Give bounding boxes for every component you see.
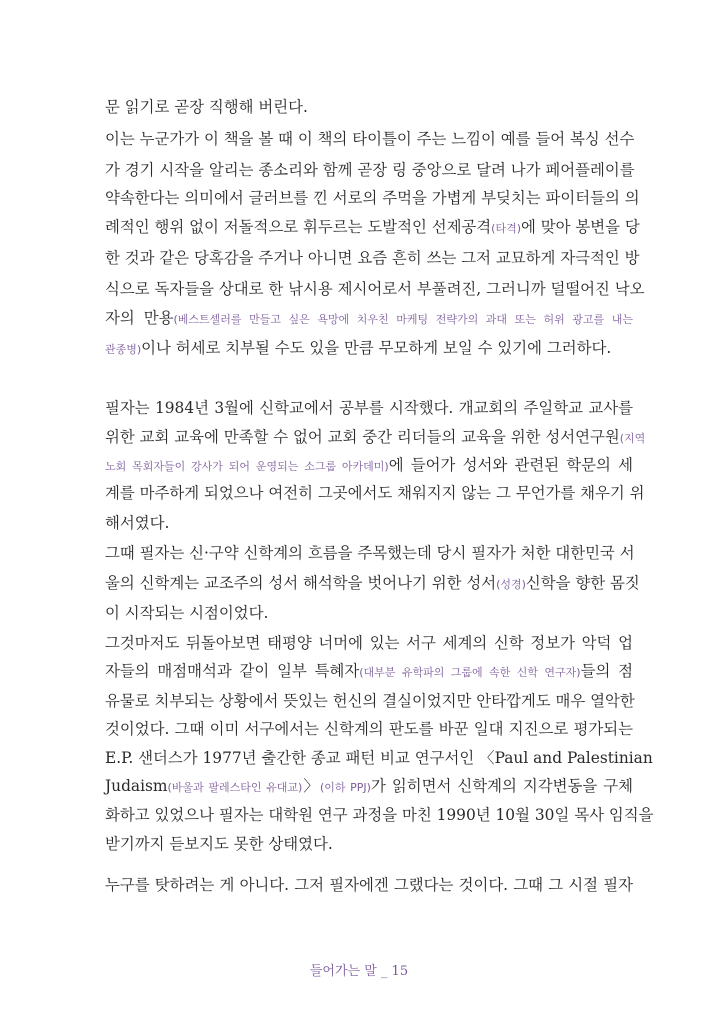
body-text-segment: 약속한다는 의미에서 글러브를 낀 서로의 주먹을 가볍게 부딪치는 파이터들의 의 [105,189,640,207]
body-text-segment: 들의 점 [580,662,633,680]
annotation-text: 관종병) [105,343,142,356]
text-line [105,185,640,211]
text-line [105,395,633,421]
body-text-segment: 가 읽히면서 신학계의 지각변동을 구체 [370,777,633,795]
text-line [105,716,633,742]
body-text-segment: 에 맞아 봉변을 당 [521,218,640,236]
body-text-segment: 이는 누군가가 이 책을 볼 때 이 책의 타이틀이 주는 느낌이 예를 들어 복싱 선수 [105,130,635,148]
body-text-segment: 누구를 탓하려는 게 아니다. 그저 필자에겐 그랬다는 것이다. 그때 그 시절 필자 [105,876,633,894]
annotation-text: 노회 목회자들이 강사가 되어 운영되는 소그룹 아카데미) [105,460,389,473]
annotation-text: (지역 [619,432,646,445]
body-text-segment: 그때 필자는 신·구약 신학계의 흐름을 주목했는데 당시 필자가 처한 대한민국 서 [105,544,635,562]
text-line [105,872,633,898]
body-text-segment: 가 경기 시작을 알리는 종소리와 함께 곧장 링 중앙으로 달려 나가 페어플레이를 [105,161,635,179]
text-line [105,214,640,240]
body-text-segment: 필자는 1984년 3월에 신학교에서 공부를 시작했다. 개교회의 주일학교 교사를 [105,399,633,417]
body-text-segment: 신학을 향한 몸짓 [525,574,640,592]
text-line [105,831,633,857]
body-text-segment: 해서였다. [105,514,170,532]
body-text-segment: 자의 만용 [105,309,174,327]
body-text-segment: 자들의 매점매석과 같이 일부 특혜자 [105,662,360,680]
body-text-segment: 계를 마주하게 되었으나 여전히 그곳에서도 채워지지 않는 그 무언가를 채우기 위 [105,484,645,502]
text-line [105,480,645,506]
text-line [105,658,633,684]
text-line [105,510,633,536]
text-line [105,94,633,120]
text-line [105,688,633,714]
text-line [105,126,633,152]
text-line [105,745,653,771]
body-text-segment: 위한 교회 교육에 만족할 수 없어 교회 중간 리더들의 교육을 위한 성서연구원 [105,428,620,446]
body-text-segment: 한 것과 같은 당혹감을 주거나 아니면 요즘 흔히 쓰는 그저 교묘하게 자극적인 방 [105,249,640,267]
text-line [105,452,633,478]
text-line [105,157,633,183]
text-line [105,305,633,331]
text-line [105,570,640,596]
annotation-text: (베스트셀러를 만들고 싶은 욕망에 치우친 마케팅 전략가의 과대 또는 허위 광고를 내는 [173,313,633,326]
page-footer: 들어가는 말 _ 15 [309,964,409,979]
text-line [105,335,633,361]
text-line [105,276,645,302]
body-text-segment: E.P. 샌더스가 1977년 출간한 종교 패턴 비교 연구서인 〈Paul and Palestinian [105,749,653,767]
body-text-segment: 유물로 치부되는 상황에서 뜻있는 헌신의 결실이었지만 안타깝게도 매우 열악한 [105,692,635,710]
text-line [105,630,633,656]
body-text-segment: Judaism [105,777,168,795]
body-text-segment: 이나 허세로 치부될 수도 있을 만큼 무모하게 보일 수 있기에 그러하다. [141,339,612,357]
body-text-segment: 에 들어가 성서와 관련된 학문의 세 [388,456,633,474]
body-text-segment: 화하고 있었으나 필자는 대학원 연구 과정을 마친 1990년 10월 30일 목사 임직을 [105,806,654,824]
text-line [105,424,646,450]
annotation-text: (대부분 유학파의 그룹에 속한 신학 연구자) [359,666,581,679]
body-text-segment: 례적인 행위 없이 저돌적으로 휘두르는 도발적인 선제공격 [105,218,492,236]
body-text-segment: 〉 [302,777,320,795]
body-text-segment: 울의 신학계는 교조주의 성서 해석학을 벗어나기 위한 성서 [105,574,497,592]
text-line [105,540,633,566]
body-text-segment: 식으로 독자들을 상대로 한 낚시용 제시어로서 부풀려진, 그러니까 덜떨어진 낙오 [105,280,645,298]
annotation-text: (성경) [496,578,526,591]
body-text-segment: 문 읽기로 곧장 직행해 버린다. [105,98,308,116]
body-text-segment: 것이었다. 그때 이미 서구에서는 신학계의 판도를 바꾼 일대 지진으로 평가되는 [105,720,633,738]
annotation-text: (타격) [491,222,522,235]
text-line [105,802,654,828]
text-line [105,600,633,626]
text-line [105,773,633,799]
body-text-segment: 그것마저도 뒤돌아보면 태평양 너머에 있는 서구 세계의 신학 정보가 악덕 업 [105,634,633,652]
body-text-segment: 이 시작되는 시점이었다. [105,604,269,622]
body-text-segment: 받기까지 듣보지도 못한 상태였다. [105,835,333,853]
annotation-text: (바울과 팔레스타인 유대교) [167,781,303,794]
text-line [105,245,640,271]
annotation-text: (이하 PPJ) [319,781,371,794]
